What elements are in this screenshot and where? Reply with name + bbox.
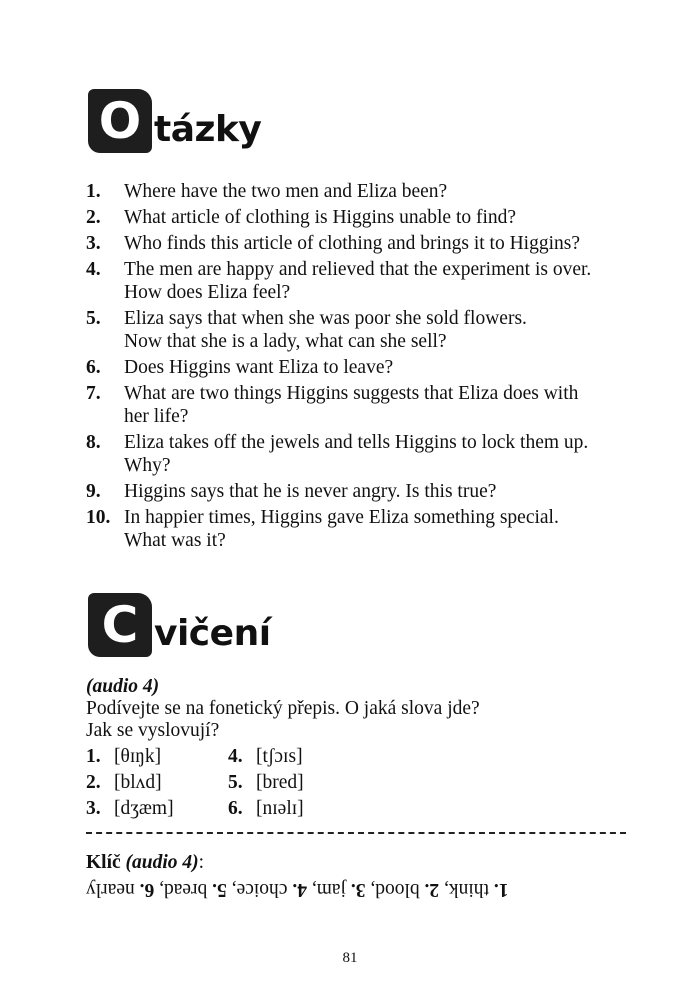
list-item [86,258,646,304]
section-heading-otazky [88,88,261,154]
key-colon: : [198,852,205,873]
answer-word: bread [163,879,208,900]
heading-initial-badge: C [88,593,152,657]
list-item [86,356,646,379]
answer-key-label [86,852,204,874]
list-item [86,382,646,428]
answer-word: jam [316,879,346,900]
question-number: 3. [86,233,101,254]
question-text: Does Higgins want Eliza to leave? [124,357,394,378]
heading-initial-badge: O [88,89,152,153]
question-text: Higgins says that he is never angry. Is this true? [124,481,497,502]
exercise-instructions [86,676,646,742]
question-number: 10. [86,507,111,528]
question-number: 4. [86,259,101,280]
ipa-transcription: [θɪŋk] [114,746,162,767]
question-text: In happier times, Higgins gave Eliza something special. What was it? [124,507,559,551]
answer-number: 1. [493,879,509,900]
answer-number: 5. [212,879,227,900]
ipa-transcription: [nɪəlɪ] [256,798,304,819]
question-number: 7. [86,383,101,404]
exercise-item [228,772,304,794]
item-number: 3. [86,798,101,819]
list-item [86,480,646,503]
audio-reference: (audio 4) [86,676,160,697]
page-number: 81 [342,950,358,966]
list-item [86,307,646,353]
item-number: 6. [228,798,243,819]
item-number: 4. [228,746,243,767]
answer-word: nearly [86,879,135,900]
answer-number: 3. [350,879,366,900]
key-title: Klíč [86,852,121,873]
question-text: What are two things Higgins suggests that Eliza does with her life? [124,383,579,427]
ipa-transcription: [tʃɔɪs] [256,746,303,767]
list-item [86,232,646,255]
list-item [86,506,646,552]
question-number: 6. [86,357,101,378]
question-list [86,180,646,555]
instruction-text: Podívejte se na fonetický přepis. O jaká slova jde? Jak se vyslovují? [86,698,480,741]
answer-number: 6. [139,879,155,900]
heading-text: tázky [154,108,262,150]
answer-word: blood [375,879,420,900]
dashed-divider [86,832,626,834]
list-item [86,206,646,229]
ipa-transcription: [bred] [256,772,304,793]
item-number: 1. [86,746,101,767]
item-number: 5. [228,772,243,793]
answer-key-upside-down: 1. think, 2. blood, 3. jam, 4. choice, 5. bread, 6. nearly [86,879,509,900]
question-text: What article of clothing is Higgins unable to find? [124,207,517,228]
exercise-item [86,772,162,794]
exercise-item [228,746,303,768]
question-text: Where have the two men and Eliza been? [124,181,448,202]
question-number: 9. [86,481,101,502]
question-number: 5. [86,308,101,329]
list-item [86,180,646,203]
answer-number: 2. [424,879,440,900]
heading-text: vičení [154,612,271,654]
section-heading-cviceni [88,592,271,658]
exercise-item [86,746,161,768]
answer-word: choice [236,879,288,900]
exercise-item [228,798,304,820]
list-item [86,431,646,477]
key-audio-reference: (audio 4) [125,852,199,873]
answer-word: think [448,879,489,900]
ipa-transcription: [dʒæm] [114,798,174,819]
answer-number: 4. [292,879,307,900]
exercise-item [86,798,174,820]
question-text: Eliza takes off the jewels and tells Higgins to lock them up. Why? [124,432,589,476]
ipa-transcription: [blʌd] [114,772,162,793]
question-number: 2. [86,207,101,228]
question-text: Who finds this article of clothing and brings it to Higgins? [124,233,581,254]
question-text: The men are happy and relieved that the experiment is over. How does Eliza feel? [124,259,592,303]
question-number: 1. [86,181,101,202]
question-text: Eliza says that when she was poor she sold flowers. Now that she is a lady, what can she sell? [124,308,527,352]
item-number: 2. [86,772,101,793]
question-number: 8. [86,432,101,453]
